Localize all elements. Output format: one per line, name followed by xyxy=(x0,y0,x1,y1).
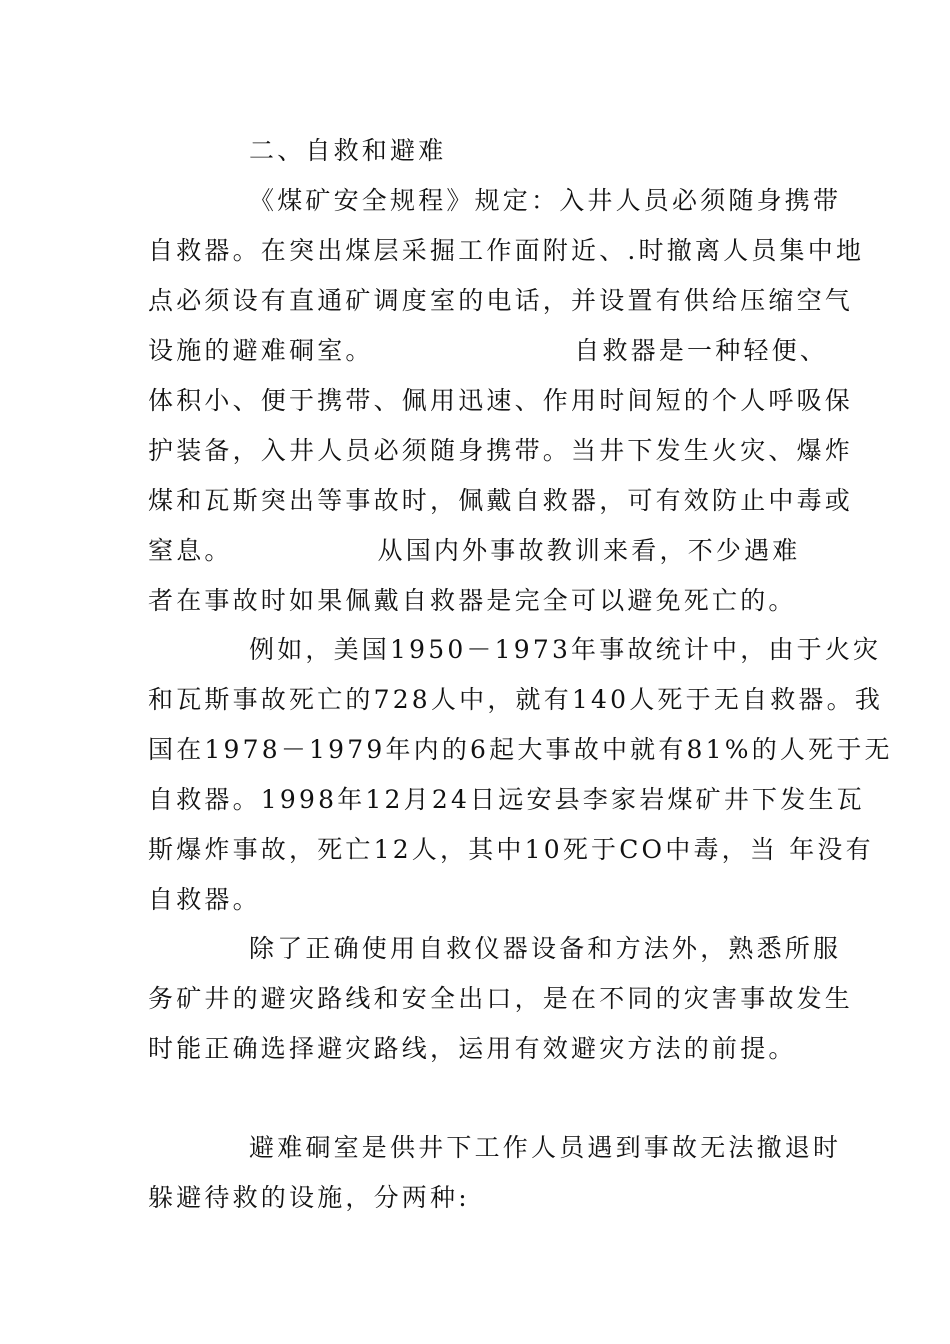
paragraph-line: 和瓦斯事故死亡的728人中，就有140人死于无自救器。我 xyxy=(148,685,884,714)
paragraph-line: 避难硐室是供井下工作人员遇到事故无法撤退时 xyxy=(249,1133,842,1162)
paragraph-line: 除了正确使用自救仪器设备和方法外，熟悉所服 xyxy=(249,934,842,963)
paragraph-line: 点必须设有直通矿调度室的电话，并设置有供给压缩空气 xyxy=(148,286,854,315)
paragraph-line: 者在事故时如果佩戴自救器是完全可以避免死亡的。 xyxy=(148,586,797,615)
paragraph-line: 时能正确选择避灾路线，运用有效避灾方法的前提。 xyxy=(148,1034,797,1063)
section-heading: 二、自救和避难 xyxy=(249,136,447,165)
paragraph-line: 窒息。 从国内外事故教训来看，不少遇难 xyxy=(148,536,801,565)
paragraph-line: 斯爆炸事故，死亡12人，其中10死于CO中毒，当 年没有 xyxy=(148,835,874,864)
paragraph-line: 煤和瓦斯突出等事故时，佩戴自救器，可有效防止中毒或 xyxy=(148,486,854,515)
paragraph-line: 躲避待救的设施，分两种: xyxy=(148,1183,470,1212)
paragraph-line: 自救器。 xyxy=(148,885,261,914)
paragraph-line: 例如，美国1950－1973年事故统计中，由于火灾 xyxy=(249,635,882,664)
paragraph-line: 自救器。在突出煤层采掘工作面附近、.时撤离人员集中地 xyxy=(148,236,865,265)
paragraph-line: 设施的避难硐室。 自救器是一种轻便、 xyxy=(148,336,829,365)
paragraph-line: 体积小、便于携带、佩用迅速、作用时间短的个人呼吸保 xyxy=(148,386,854,415)
paragraph-line: 国在1978－1979年内的6起大事故中就有81%的人死于无 xyxy=(148,735,893,764)
paragraph-line: 务矿井的避灾路线和安全出口，是在不同的灾害事故发生 xyxy=(148,984,854,1013)
paragraph-line: 《煤矿安全规程》规定：入井人员必须随身携带 xyxy=(249,186,842,215)
paragraph-line: 护装备，入井人员必须随身携带。当井下发生火灾、爆炸 xyxy=(148,436,854,465)
paragraph-line: 自救器。1998年12月24日远安县李家岩煤矿井下发生瓦 xyxy=(148,785,865,814)
